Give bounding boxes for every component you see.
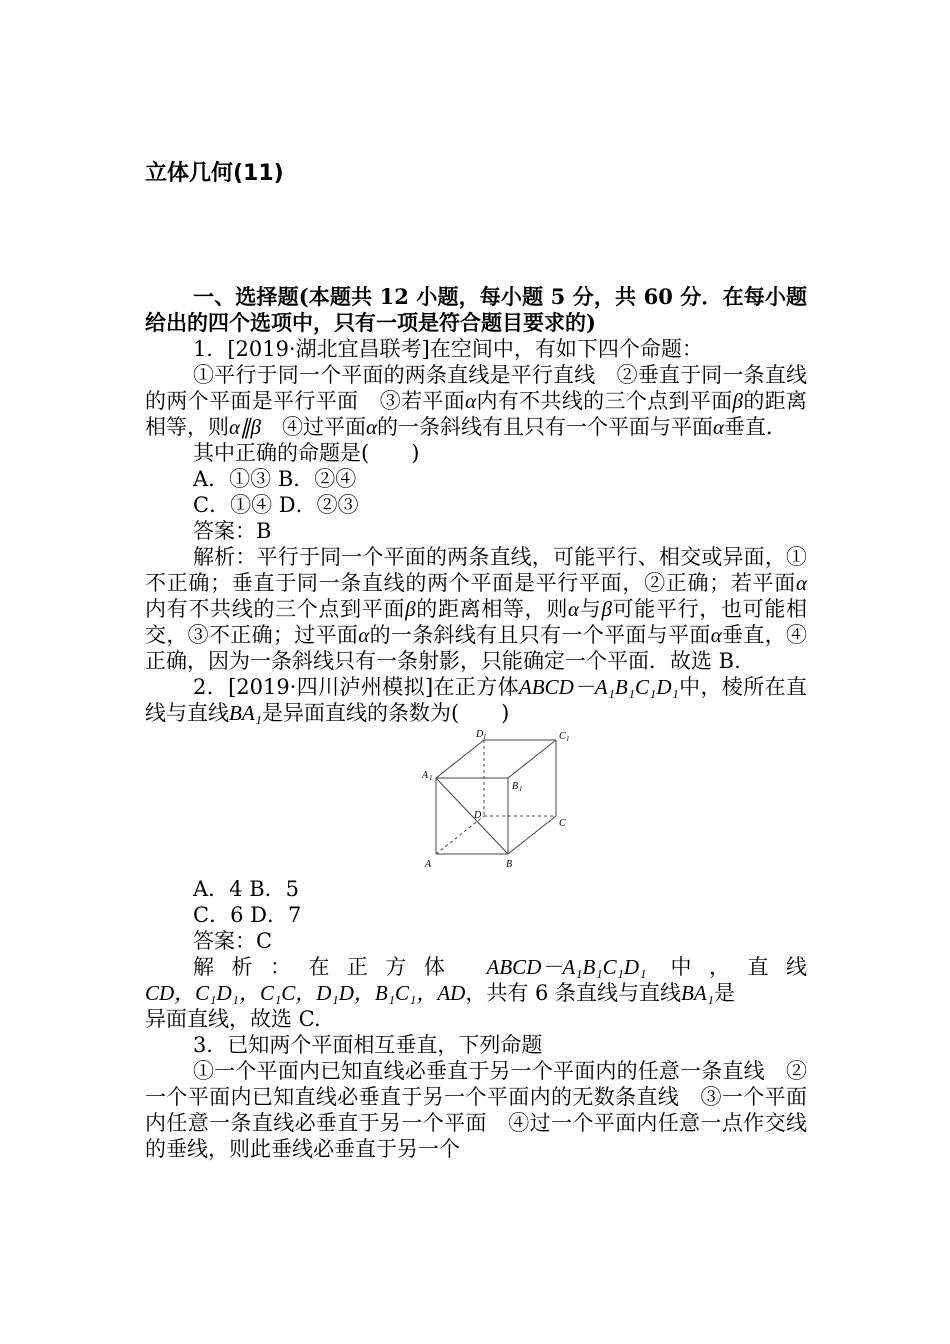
q1-prop-text: 的距离相等，则 (145, 389, 808, 439)
q2-answer: 答案：C (193, 929, 273, 953)
q2-options-cd: C．6 D．7 (193, 903, 302, 927)
label-a: A (425, 859, 432, 870)
q1-prop-text: ①平行于同一个平面的两条直线是平行直线 ②垂直于同一条直线的两个平面是平行平面 ③若平面 (145, 363, 807, 413)
q2-expl-text: 是 (714, 981, 736, 1005)
q1-prop-text: 的一条斜线有且只有一个平面与平面 (377, 415, 714, 439)
q1-prop-text: 垂直． (724, 415, 788, 439)
label-d: D (474, 810, 482, 821)
alpha-symbol: α (465, 389, 477, 413)
q1-expl-text: 的一条斜线有且只有一个平面与平面 (369, 623, 711, 647)
edge-a1d1 (436, 740, 484, 778)
q1-expl-text: 可能平行，也可能相交，③不正确；过平面 (145, 597, 808, 647)
q3-stem: 3．已知两个平面相互垂直，下列命题 (193, 1033, 543, 1057)
label-sub: 1 (429, 774, 433, 782)
section-header: 一、选择题(本题共 12 小题，每小题 5 分，共 60 分．在每小题给出的四个选项中，只有一项是符合题目要求的) (145, 284, 807, 335)
label-sub: 1 (519, 785, 523, 793)
q2-stem-text: 2．[2019·四川泸州模拟]在正方体 (193, 675, 519, 699)
label-sub: 1 (483, 733, 487, 741)
label-c: C (559, 818, 566, 829)
edge-b1c1 (508, 740, 556, 778)
q1-answer: 答案：B (193, 519, 272, 543)
label-d1: D (476, 729, 484, 740)
q1-expl-text: 与 (579, 597, 602, 621)
q2-stem (145, 674, 807, 726)
label-sub: 1 (566, 735, 570, 743)
q2-explanation-line2 (145, 980, 807, 1006)
label-b: B (506, 859, 513, 870)
label-a1: A (422, 770, 429, 781)
page-title: 立体几何(11) (145, 161, 284, 186)
edge-bc (508, 816, 556, 854)
cube-diagram (418, 726, 578, 876)
beta-symbol: β (732, 389, 743, 413)
q1-expl-text: 的距离相等，则 (415, 597, 569, 621)
alpha-symbol: α (795, 571, 807, 595)
alpha-symbol: α (358, 623, 370, 647)
q2-explanation-line3: 异面直线，故选 C. (145, 1007, 321, 1031)
label-c1: C (559, 731, 566, 742)
alpha-symbol: α (365, 415, 378, 439)
q1-expl-text: 内有不共线的三个点到平面 (145, 597, 406, 621)
q3-propositions: ①一个平面内已知直线必垂直于另一个平面内的任意一条直线 ②一个平面内已知直线必垂直于另一个平面内的无数条直线 ③一个平面内任意一条直线必垂直于另一个平面 ④过一个平面内任意一点作交线的垂线，则此垂线必垂直于另一个 (145, 1059, 807, 1161)
q1-explanation (145, 544, 807, 674)
q1-stem: 1．[2019·湖北宜昌联考]在空间中，有如下四个命题： (193, 337, 703, 361)
cube-name: ABCD－A₁B₁C₁D₁ (486, 955, 647, 979)
beta-symbol: β (405, 597, 416, 621)
cube-name: ABCD－A₁B₁C₁D₁ (518, 675, 679, 699)
q2-options-ab: A．4 B．5 (193, 877, 299, 901)
q1-expl-text: 垂直，④正确，因为一条斜线只有一条射影，只能确定一个平面．故选 B. (145, 623, 808, 673)
label-b1: B (512, 781, 519, 792)
q2-expl-text: 解析：在正方体 (193, 955, 463, 979)
parallel-relation: α∥β (229, 415, 261, 439)
alpha-symbol: α (710, 623, 722, 647)
q1-prop-text: 内有不共线的三个点到平面 (476, 389, 733, 413)
alpha-symbol: α (713, 415, 725, 439)
q2-stem-text: 是异面直线的条数为( ) (261, 701, 510, 725)
cube-figure (145, 726, 807, 876)
line-name: BA₁ (681, 981, 715, 1005)
q2-expl-text: 中，直线 (670, 955, 807, 979)
q1-options-cd: C．①④ D．②③ (193, 493, 359, 517)
q1-prop-text: ④过平面 (260, 415, 366, 439)
q1-question: 其中正确的命题是( ) (193, 441, 420, 465)
document-body (145, 284, 807, 1162)
q1-propositions (145, 362, 807, 440)
line-name: BA₁ (229, 701, 262, 725)
q2-explanation-line1 (145, 954, 807, 980)
q2-expl-text: ，共有 6 条直线与直线 (465, 981, 682, 1005)
q1-expl-text: 解析：平行于同一个平面的两条直线，可能平行、相交或异面，①不正确；垂直于同一条直线的两个平面是平行平面，②正确；若平面 (145, 545, 807, 595)
q1-options-ab: A．①③ B．②④ (193, 467, 357, 491)
edge-list: CD，C₁D₁，C₁C，D₁D，B₁C₁，AD (145, 981, 466, 1005)
q2-stem-text: 中，棱所在直线与直线 (145, 675, 807, 725)
alpha-symbol: α (568, 597, 580, 621)
beta-symbol: β (601, 597, 612, 621)
